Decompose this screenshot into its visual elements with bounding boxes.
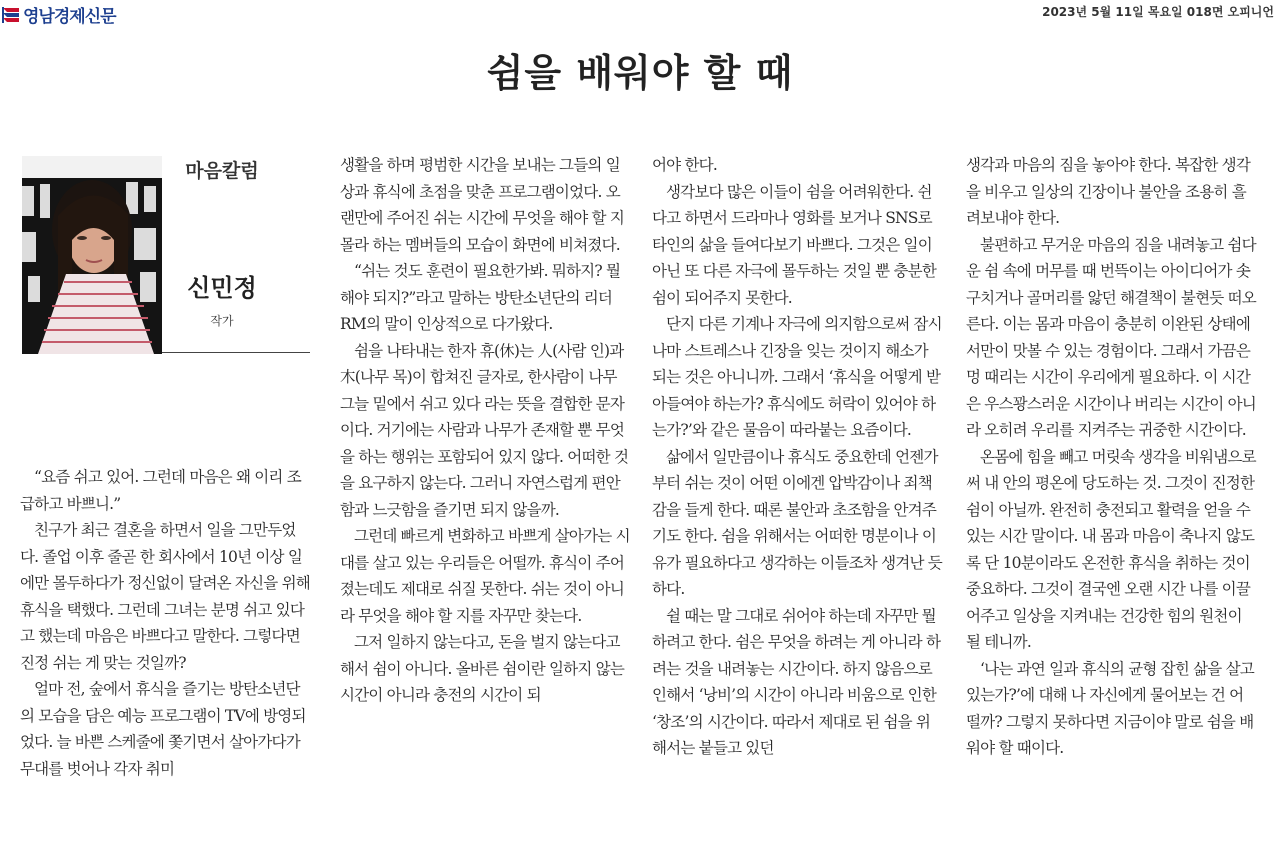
article-paragraph: “쉬는 것도 훈련이 필요한가봐. 뭐하지? 뭘 해야 되지?”라고 말하는 방탄소년단의 리더 RM의 말이 인상적으로 다가왔다. (340, 262, 621, 333)
article-paragraph: 단지 다른 기계나 자극에 의지함으로써 잠시나마 스트레스나 긴장을 잊는 것이지 해소가 되는 것은 아니니까. 그래서 ‘휴식을 어떻게 받아들여야 하는가? 휴식에도 허락이 있어야 하는가?’와 같은 물음이 따라붙는 요즘이다. (652, 315, 942, 439)
article-paragraph: 그런데 빠르게 변화하고 바쁘게 살아가는 시대를 살고 있는 우리들은 어떨까. 휴식이 주어졌는데도 제대로 쉬질 못한다. 쉬는 것이 아니라 무엇을 해야 할 지를 자꾸만 찾는다. (340, 527, 630, 625)
article-paragraph: 생각과 마음의 짐을 놓아야 한다. 복잡한 생각을 비우고 일상의 긴장이나 불안을 조용히 흘려보내야 한다. (966, 156, 1251, 227)
article-column-2 (340, 152, 630, 709)
article-column-4 (966, 152, 1256, 762)
column-name: 마음칼럼 (185, 160, 259, 182)
author-photo (22, 156, 162, 354)
author-role: 작가 (210, 314, 234, 328)
byline-divider (162, 352, 310, 353)
article-column-3 (652, 152, 942, 762)
article-paragraph: 얼마 전, 숲에서 휴식을 즐기는 방탄소년단의 모습을 담은 예능 프로그램이 TV에 방영되었다. 늘 바쁜 스케줄에 쫓기면서 살아가다가 무대를 벗어나 각자 취미 (20, 680, 306, 778)
flag-emblem-icon (2, 6, 20, 24)
article-paragraph: 쉼을 나타내는 한자 휴(休)는 人(사람 인)과 木(나무 목)이 합쳐진 글자로, 한사람이 나무 그늘 밑에서 쉬고 있다 라는 뜻을 결합한 문자이다. 거기에는 사람과 나무가 존재할 뿐 무엇을 하는 행위는 포함되어 있지 않다. 어떠한 것을 요구하지 않는다. 그러니 자연스럽게 편안함과 느긋함을 즐기면 되지 않을까. (340, 341, 629, 519)
article-paragraph: 생각보다 많은 이들이 쉼을 어려워한다. 쉰다고 하면서 드라마나 영화를 보거나 SNS로 타인의 삶을 들여다보기 바쁘다. 그것은 일이 아닌 또 다른 자극에 몰두하는 것일 뿐 충분한 쉼이 되어주지 못한다. (652, 182, 937, 307)
article-column-1 (20, 464, 310, 782)
article-paragraph: “요즘 쉬고 있어. 그런데 마음은 왜 이리 조급하고 바쁘니.” (20, 468, 301, 513)
article-paragraph: 삶에서 일만큼이나 휴식도 중요한데 언젠가부터 쉬는 것이 어떤 이에겐 압박감이나 죄책감을 들게 한다. 때론 불안과 초조함을 안겨주기도 한다. 쉼을 위해서는 어떠한 명분이나 이유가 필요하다고 생각하는 이들조차 생겨난 듯하다. (652, 447, 942, 598)
article-headline: 쉼을 배워야 할 때 (486, 51, 794, 95)
article-paragraph: 온몸에 힘을 빼고 머릿속 생각을 비워냄으로써 내 안의 평온에 당도하는 것. 그것이 진정한 쉼이 아닐까. 완전히 충전되고 활력을 얻을 수 있는 시간 말이다. 내 몸과 마음이 축나지 않도록 단 10분이라도 온전한 휴식을 취하는 것이 중요하다. 그것이 결국엔 오랜 시간 나를 이끌어주고 일상을 지켜내는 건강한 힘의 원천이 될 테니까. (966, 447, 1256, 651)
newspaper-logo[interactable] (2, 2, 116, 27)
byline-box (162, 156, 310, 354)
article-paragraph: 어야 한다. (652, 156, 717, 174)
dateline: 2023년 5월 11일 목요일 018면 오피니언 (1042, 5, 1274, 19)
article-paragraph: 불편하고 무거운 마음의 짐을 내려놓고 쉼다운 쉼 속에 머무를 때 번뜩이는 아이디어가 솟구치거나 골머리를 앓던 해결책이 불현듯 떠오른다. 이는 몸과 마음이 충분히 이완된 상태에서만이 맛볼 수 있는 경험이다. 그래서 가끔은 멍 때리는 시간이 우리에게 필요하다. 이 시간은 우스꽝스러운 시간이나 버리는 시간이 아니라 오히려 우리를 지켜주는 귀중한 시간이다. (966, 235, 1256, 439)
article-paragraph: ‘나는 과연 일과 휴식의 균형 잡힌 삶을 살고 있는가?’에 대해 나 자신에게 물어보는 건 어떨까? 그렇지 못하다면 지금이야 말로 쉼을 배워야 할 때이다. (966, 659, 1254, 757)
masthead (0, 0, 1280, 26)
author-name: 신민정 (187, 274, 257, 302)
article-paragraph: 생활을 하며 평범한 시간을 보내는 그들의 일상과 휴식에 초점을 맞춘 프로그램이었다. 오랜만에 주어진 쉬는 시간에 무엇을 해야 할 지 몰라 하는 멤버들의 모습이 화면에 비쳐졌다. (340, 156, 625, 254)
article-paragraph: 친구가 최근 결혼을 하면서 일을 그만두었다. 졸업 이후 줄곧 한 회사에서 10년 이상 일에만 몰두하다가 정신없이 달려온 자신을 위해 휴식을 택했다. 그런데 그녀는 분명 쉬고 있다고 했는데 마음은 바쁘다고 말한다. 그렇다면 진정 쉬는 게 맞는 것일까? (20, 521, 310, 672)
article-paragraph: 쉴 때는 말 그대로 쉬어야 하는데 자꾸만 뭘 하려고 한다. 쉼은 무엇을 하려는 게 아니라 하려는 것을 내려놓는 시간이다. 하지 않음으로 인해서 ‘낭비’의 시간이 아니라 비움으로 인한 ‘창조’의 시간이다. 따라서 제대로 된 쉼을 위해서는 붙들고 있던 (652, 606, 941, 757)
logo-text: 영남경제신문 (23, 7, 116, 27)
article-paragraph: 그저 일하지 않는다고, 돈을 벌지 않는다고 해서 쉼이 아니다. 올바른 쉼이란 일하지 않는 시간이 아니라 충전의 시간이 되 (340, 633, 625, 704)
